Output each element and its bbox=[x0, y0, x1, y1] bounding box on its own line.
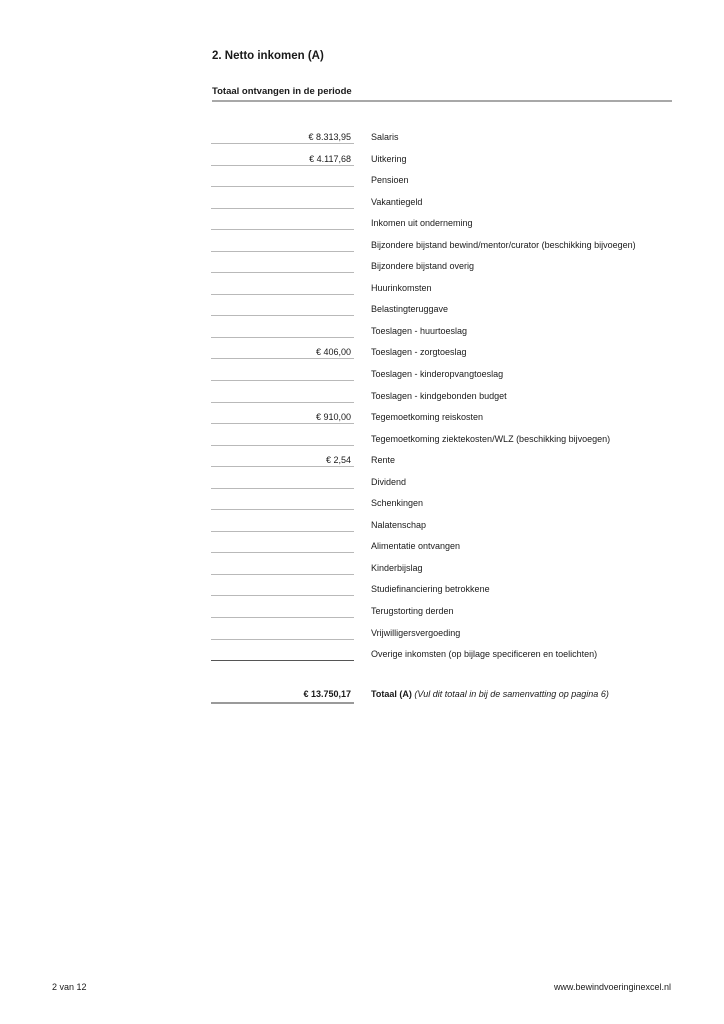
income-label: Vrijwilligersvergoeding bbox=[371, 627, 461, 638]
income-label: Bijzondere bijstand bewind/mentor/curator (beschikking bijvoegen) bbox=[371, 239, 636, 250]
income-amount-field[interactable] bbox=[211, 475, 354, 489]
income-label: Uitkering bbox=[371, 153, 407, 164]
income-label: Studiefinanciering betrokkene bbox=[371, 584, 490, 595]
income-amount-field[interactable] bbox=[211, 173, 354, 187]
income-amount-field[interactable] bbox=[211, 195, 354, 209]
income-row bbox=[0, 514, 724, 536]
income-label: Pensioen bbox=[371, 175, 409, 186]
income-row bbox=[0, 320, 724, 342]
income-label: Huurinkomsten bbox=[371, 282, 432, 293]
income-row bbox=[0, 298, 724, 320]
income-row bbox=[0, 428, 724, 450]
income-label: Tegemoetkoming reiskosten bbox=[371, 412, 484, 423]
total-row bbox=[0, 684, 724, 708]
income-label: Toeslagen - kinderopvangtoeslag bbox=[371, 369, 504, 380]
income-amount-field[interactable] bbox=[211, 496, 354, 510]
income-row bbox=[0, 622, 724, 644]
income-label: Alimentatie ontvangen bbox=[371, 541, 461, 552]
total-label-title: Totaal (A) bbox=[371, 689, 412, 699]
income-amount-field[interactable]: € 910,00 bbox=[211, 410, 354, 424]
income-label: Terugstorting derden bbox=[371, 606, 454, 617]
income-row bbox=[0, 535, 724, 557]
income-label: Schenkingen bbox=[371, 498, 424, 509]
income-label: Dividend bbox=[371, 476, 407, 487]
income-label: Bijzondere bijstand overig bbox=[371, 261, 475, 272]
income-amount-field[interactable] bbox=[211, 518, 354, 532]
section-title: 2. Netto inkomen (A) bbox=[212, 50, 324, 62]
total-label bbox=[371, 687, 609, 701]
income-amount-field[interactable] bbox=[211, 259, 354, 273]
income-amount-field[interactable] bbox=[211, 561, 354, 575]
income-row bbox=[0, 126, 724, 148]
income-amount-field[interactable] bbox=[211, 647, 354, 661]
income-row bbox=[0, 449, 724, 471]
income-amount-field[interactable] bbox=[211, 604, 354, 618]
income-amount-field[interactable] bbox=[211, 324, 354, 338]
total-label-note: (Vul dit totaal in bij de samenvatting op pagina 6) bbox=[414, 689, 609, 699]
income-amount-field[interactable] bbox=[211, 238, 354, 252]
income-rows bbox=[0, 126, 724, 665]
income-amount-field[interactable] bbox=[211, 432, 354, 446]
income-label: Rente bbox=[371, 455, 396, 466]
income-label: Kinderbijslag bbox=[371, 562, 423, 573]
period-subheader: Totaal ontvangen in de periode bbox=[212, 86, 352, 97]
income-label: Inkomen uit onderneming bbox=[371, 218, 473, 229]
income-amount-field[interactable] bbox=[211, 539, 354, 553]
income-amount-field[interactable] bbox=[211, 367, 354, 381]
income-amount-field[interactable]: € 2,54 bbox=[211, 453, 354, 467]
income-label: Toeslagen - zorgtoeslag bbox=[371, 347, 467, 358]
income-label: Overige inkomsten (op bijlage specificeren en toelichten) bbox=[371, 649, 598, 660]
income-amount-field[interactable]: € 8.313,95 bbox=[211, 130, 354, 144]
income-amount-field[interactable] bbox=[211, 389, 354, 403]
income-label: Salaris bbox=[371, 132, 399, 142]
income-amount-field[interactable]: € 4.117,68 bbox=[211, 152, 354, 166]
income-row bbox=[0, 363, 724, 385]
income-row bbox=[0, 212, 724, 234]
income-label: Toeslagen - huurtoeslag bbox=[371, 325, 468, 336]
income-label: Nalatenschap bbox=[371, 519, 427, 530]
income-row bbox=[0, 578, 724, 600]
total-underline bbox=[211, 702, 354, 704]
income-row bbox=[0, 643, 724, 665]
page-number: 2 van 12 bbox=[52, 982, 87, 992]
income-row bbox=[0, 557, 724, 579]
income-amount-field[interactable]: € 406,00 bbox=[211, 345, 354, 359]
income-row bbox=[0, 255, 724, 277]
income-label: Vakantiegeld bbox=[371, 196, 423, 207]
income-row bbox=[0, 471, 724, 493]
income-row bbox=[0, 406, 724, 428]
income-label: Tegemoetkoming ziektekosten/WLZ (beschikking bijvoegen) bbox=[371, 433, 611, 444]
income-row bbox=[0, 600, 724, 622]
income-row bbox=[0, 385, 724, 407]
income-row bbox=[0, 341, 724, 363]
income-row bbox=[0, 492, 724, 514]
income-amount-field[interactable] bbox=[211, 626, 354, 640]
income-label: Toeslagen - kindgebonden budget bbox=[371, 390, 507, 401]
income-label: Belastingteruggave bbox=[371, 304, 449, 315]
income-row bbox=[0, 234, 724, 256]
income-row bbox=[0, 191, 724, 213]
income-row bbox=[0, 169, 724, 191]
subheader-divider bbox=[212, 100, 672, 102]
income-amount-field[interactable] bbox=[211, 582, 354, 596]
income-amount-field[interactable] bbox=[211, 281, 354, 295]
income-row bbox=[0, 148, 724, 170]
footer-website: www.bewindvoeringinexcel.nl bbox=[553, 982, 671, 992]
total-amount: € 13.750,17 bbox=[303, 689, 351, 699]
income-row bbox=[0, 277, 724, 299]
income-amount-field[interactable] bbox=[211, 216, 354, 230]
income-amount-field[interactable] bbox=[211, 302, 354, 316]
